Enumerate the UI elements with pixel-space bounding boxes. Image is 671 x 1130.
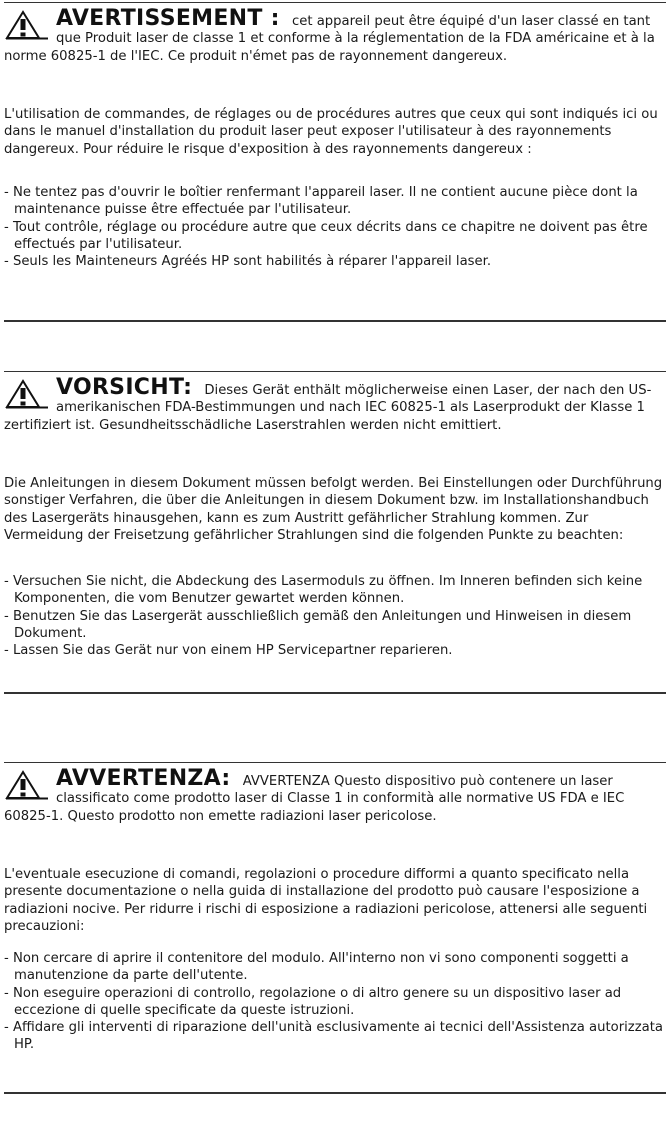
- warning-intro: cet appareil peut être équipé d'un laser classé en tant que Produit laser de classe 1 et conforme à la réglementation de la FDA américaine et à la norme 60825-1 de l'IEC. Ce produit n'émet pas de rayonnement dangereux.: [4, 14, 655, 64]
- warning-bullet: - Non eseguire operazioni di controllo, regolazione o di altro genere su un dispositivo laser ad eccezione di quelle specificate da queste istruzioni.: [4, 985, 622, 1018]
- warning-bullet-list: [4, 573, 666, 659]
- warning-heading: [4, 766, 666, 825]
- warning-bullet: - Tout contrôle, réglage ou procédure autre que ceux décrits dans ce chapitre ne doivent pas être effectués par l'utilisateur.: [4, 219, 648, 252]
- warning-bullet: - Lassen Sie das Gerät nur von einem HP Servicepartner reparieren.: [4, 643, 453, 659]
- warning-bullet: - Versuchen Sie nicht, die Abdeckung des Lasermoduls zu öffnen. Im Inneren befinden sich keine Komponenten, die vom Benutzer gewartet werden können.: [4, 574, 643, 607]
- warning-title: VORSICHT:: [56, 375, 193, 400]
- warning-section-fr: [4, 2, 666, 322]
- warning-bullet-list: [4, 950, 666, 1054]
- warning-intro: AVVERTENZA Questo dispositivo può contenere un laser classificato come prodotto laser di Classe 1 in conformità alle normative US FDA e IEC 60825-1. Questo prodotto non emette radiazioni laser pericolose.: [4, 774, 625, 824]
- warning-triangle-icon: [4, 770, 50, 800]
- warning-triangle-icon: [4, 10, 50, 40]
- section-top-rule: [4, 2, 666, 3]
- warning-paragraph: Die Anleitungen in diesem Dokument müssen befolgt werden. Bei Einstellungen oder Durchführung sonstiger Verfahren, die über die Anleitungen in diesem Dokument bzw. im Installationshandbuch des Lasergeräts hinausgehen, kann es zum Austritt gefährlicher Strahlung kommen. Zur Vermeidung der Freisetzung gefährlicher Strahlungen sind die folgenden Punkte zu beachten:: [4, 476, 663, 543]
- warning-bullet: - Ne tentez pas d'ouvrir le boîtier renfermant l'appareil laser. Il ne contient aucune pièce dont la maintenance puisse être effectuée par l'utilisateur.: [4, 185, 638, 218]
- warning-heading: [4, 375, 666, 434]
- warning-bullet: - Non cercare di aprire il contenitore del modulo. All'interno non vi sono componenti soggetti a manutenzione da parte dell'utente.: [4, 951, 629, 984]
- section-top-rule: [4, 371, 666, 372]
- warning-paragraph: L'eventuale esecuzione di comandi, regolazioni o procedure difformi a quanto specificato nella presente documentazione o nella guida di installazione del prodotto può causare l'esposizione a radiazioni nocive. Per ridurre i rischi di esposizione a radiazioni pericolose, attenersi alle seguenti precauzioni:: [4, 867, 648, 934]
- section-bottom-rule: [4, 1092, 666, 1094]
- section-bottom-rule: [4, 692, 666, 694]
- warning-bullet-list: [4, 184, 666, 270]
- warning-title: AVVERTENZA:: [56, 766, 231, 791]
- warning-section-de: [4, 371, 666, 701]
- section-top-rule: [4, 762, 666, 763]
- section-bottom-rule: [4, 320, 666, 322]
- warning-section-it: [4, 762, 666, 1102]
- warning-bullet: - Affidare gli interventi di riparazione dell'unità esclusivamente ai tecnici dell'Assistenza autorizzata HP.: [4, 1020, 663, 1053]
- warning-bullet: - Seuls les Mainteneurs Agréés HP sont habilités à réparer l'appareil laser.: [4, 254, 492, 270]
- warning-paragraph: L'utilisation de commandes, de réglages ou de procédures autres que ceux qui sont indiqués ici ou dans le manuel d'installation du produit laser peut exposer l'utilisateur à des rayonnements dangereux. Pour réduire le risque d'exposition à des rayonnements dangereux :: [4, 107, 658, 157]
- warning-bullet: - Benutzen Sie das Lasergerät ausschließlich gemäß den Anleitungen und Hinweisen in diesem Dokument.: [4, 608, 632, 641]
- warning-heading: [4, 6, 666, 65]
- warning-intro: Dieses Gerät enthält möglicherweise einen Laser, der nach den US-amerikanischen FDA-Bestimmungen und nach IEC 60825-1 als Laserprodukt der Klasse 1 zertifiziert ist. Gesundheitsschädliche Laserstrahlen werden nicht emittiert.: [4, 383, 652, 433]
- warning-triangle-icon: [4, 379, 50, 409]
- warning-title: AVERTISSEMENT :: [56, 6, 280, 31]
